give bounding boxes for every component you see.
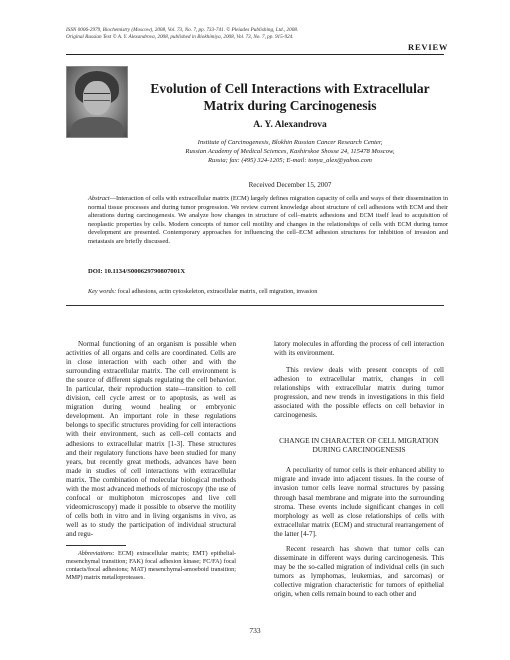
author-photo-glasses [84, 93, 110, 101]
body-column-left [66, 340, 236, 582]
abstract-label: Abstract [88, 195, 110, 202]
body-paragraph: latory molecules in affording the process of cell interaction with its environment. [274, 340, 444, 358]
affiliation [150, 138, 430, 165]
journal-header-line-1: ISSN 0006-2979, Biochemistry (Moscow), 2008, Vol. 73, No. 7, pp. 733-741. © Pleiades Publishing, Ltd., 2008. [66, 27, 299, 33]
page-number: 733 [249, 626, 261, 635]
doi: DOI: 10.1134/S000629790807001X [88, 268, 186, 275]
article-title [140, 80, 440, 114]
affiliation-line-2: Russian Academy of Medical Sciences, Kashirskoe Shosse 24, 115478 Moscow, [185, 148, 395, 155]
abstract-text: —Interaction of cells with extracellular matrix (ECM) largely defines migration capacity of cells and ways of their dissemination in normal tissue processes and during tumor progression. We review current knowledge about structure of cell adhesions with ECM and their alterations during carcinogenesis. We analyze how changes in structure of cell–matrix adhesions and ECM itself lead to acquisition of neoplastic properties by cells. Modern concepts of tumor cell motility and changes in the relationships of cells with ECM during tumor development are presented. Contemporary approaches for influencing the cell–ECM adhesion structures for inhibition of invasion and metastasis are briefly discussed. [88, 195, 448, 245]
body-paragraph: A peculiarity of tumor cells is their enhanced ability to migrate and invade into adjacent tissues. In the course of invasion tumor cells leave normal structures by passing through basal membrane and migrate into the surrounding stroma. These events include significant changes in cell morphology as well as close relationships of cells with extracellular matrix (ECM) and structural rearrangement of the latter [4-7]. [274, 466, 444, 538]
journal-header-line-2: Original Russian Text © A. Y. Alexandrova, 2008, published in Biokhimiya, 2008, Vol. 73, No. 7, pp. 915-924. [66, 34, 294, 40]
review-label: REVIEW [408, 42, 449, 52]
body-paragraph: Normal functioning of an organism is possible when activities of all organs and cells are coordinated. Cells are in close interaction with each other and with the surrounding extracellular matrix. The cell environment is the source of different signals regulating the cell behavior. In particular, their reproduction state—transition to cell division, cell cycle arrest or to apoptosis, as well as migration during wound healing or embryonic development. An important role in these regulations belongs to specific structures providing for cell interactions with their environment, such as cell–cell contacts and adhesions to extracellular matrix [1-3]. These structures and their regulatory functions have been studied for many years, but recently great methods, advances have been made in studies of cell interactions with extracellular matrix. The combination of molecular biological methods with the most advanced methods of microscopy (the use of confocal or multiphoton microscopes and live cell videomicroscopy) made it possible to observe the motility of cells both in vitro and in living organisms in vivo, as well as to study the participation of individual structural and regu- [66, 340, 236, 538]
journal-header [66, 27, 446, 41]
body-paragraph: Recent research has shown that tumor cells can disseminate in different ways during carcinogenesis. This may be the so-called migration of individual cells (in such tumors as lymphomas, leukemias, and sarcomas) or collective migration characteristic for tumors of epithelial origin, when cells remain bound to each other and [274, 544, 444, 598]
keywords-label: Key words: [88, 288, 117, 295]
affiliation-line-3: Russia; fax: (495) 324-1205; E-mail: tonya_alex@yahoo.com [208, 157, 372, 164]
body-paragraph: This review deals with present concepts of cell adhesion to extracellular matrix, changes in cell relationships with extracellular matrix during tumor progression, and new trends in investigations in this field associated with the possible effects on cell behavior in carcinogenesis. [274, 366, 444, 420]
keywords-text: focal adhesions, actin cytoskeleton, extracellular matrix, cell migration, invasion [116, 288, 318, 295]
article-title-line-1: Evolution of Cell Interactions with Extracellular [150, 81, 430, 96]
abbreviations-text: ECM) extracellular matrix; EMT) epithelial-mesenchymal transition; FAK) focal adhesion kinase; FC/FA) focal contacts/focal adhesions; MAT) mesenchymal-amoeboid transition; MMP) matrix metalloproteases. [66, 550, 236, 582]
received-date: Received December 15, 2007 [248, 181, 332, 189]
abstract-rule [66, 305, 444, 306]
abbreviations-label: Abbreviations: [78, 550, 115, 558]
header-rule [66, 54, 444, 55]
author-photo [66, 66, 128, 138]
author-photo-body [71, 117, 123, 138]
section-heading-line-2: DURING CARCINOGENESIS [312, 445, 406, 455]
article-title-line-2: Matrix during Carcinogenesis [203, 98, 377, 113]
abstract [88, 195, 448, 247]
keywords [88, 288, 448, 295]
author-name: A. Y. Alexandrova [253, 120, 327, 130]
abbreviations-footnote [66, 550, 236, 582]
section-heading-line-1: CHANGE IN CHARACTER OF CELL MIGRATION [279, 436, 439, 446]
footnote-rule [66, 545, 126, 546]
body-column-right [274, 340, 444, 599]
affiliation-line-1: Institute of Carcinogenesis, Blokhin Russian Cancer Research Center, [197, 139, 383, 146]
section-heading [274, 436, 444, 454]
